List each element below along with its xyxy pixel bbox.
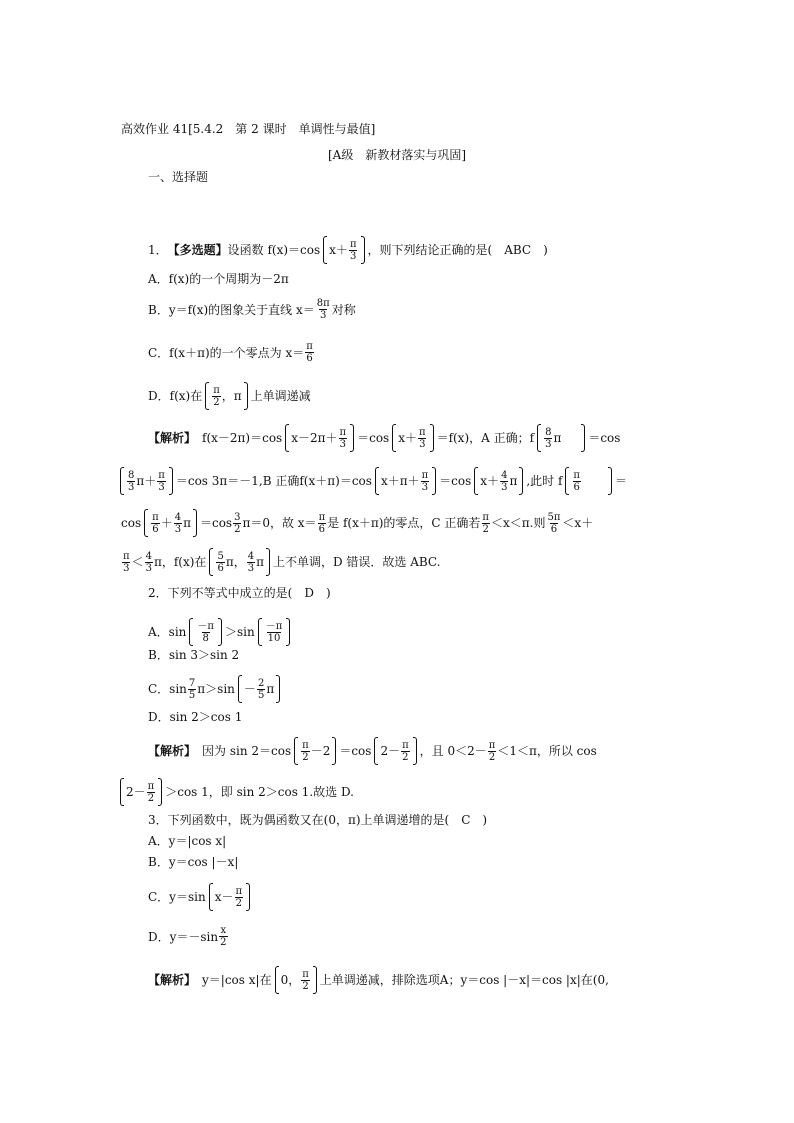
paren-bracket <box>266 548 270 576</box>
q1-option-b: B．y＝f(x)的图象关于直线 x＝ $\frac{8\pi}{3}$ 对称 <box>148 298 356 321</box>
q2-option-b: B．sin 3＞sin 2 <box>148 648 240 662</box>
paren-bracket <box>286 618 290 646</box>
fraction: $\frac{\pi}{2}$ <box>147 780 155 804</box>
paren-bracket <box>246 883 250 911</box>
q2-option-d: D．sin 2＞cos 1 <box>148 710 243 724</box>
q2-analysis-line-1: 【解析】 因为 sin 2＝cos $\frac{\pi}{2}$ －2 ＝cos 2－ $\frac{\pi}{2}$ ，且 0＜2－ $\frac{\pi}{2}$ ＜1＜π，所以 cos <box>148 737 597 765</box>
fraction: $\frac{\pi}{2}$ <box>213 384 220 408</box>
q2-option-a: A．sin $\frac{-\pi}{8}$ ＞sin $\frac{-\pi}{10}$ <box>148 618 293 646</box>
fraction: $\frac{\pi}{6}$ <box>318 511 326 535</box>
fraction: $\frac{\pi}{2}$ <box>235 885 243 909</box>
paren-bracket <box>218 618 222 646</box>
q1-option-c: C．f(x＋π)的一个零点为 x＝ $\frac{\pi}{6}$ <box>148 341 313 364</box>
paren-bracket <box>275 966 279 994</box>
q2-option-c: C．sin $\frac{7}{5}$ π＞sin － $\frac{2}{5}$ π <box>148 675 283 703</box>
paren-bracket <box>258 618 262 646</box>
fraction: $\frac{5\pi}{6}$ <box>547 511 561 535</box>
paren-bracket <box>350 424 354 452</box>
fraction: $\frac{5}{6}$ <box>217 550 224 574</box>
fraction: $\frac{\pi}{6}$ <box>573 469 580 493</box>
paren-bracket <box>361 236 365 264</box>
paren-bracket <box>169 467 173 495</box>
fraction: $\frac{2}{5}$ <box>257 677 265 701</box>
fraction: $\frac{\pi}{3}$ <box>349 238 357 262</box>
level-heading: [A级 新教材落实与巩固] <box>328 148 467 162</box>
paren-bracket <box>189 618 193 646</box>
paren-bracket <box>519 467 523 495</box>
fraction: $\frac{8}{3}$ <box>545 426 552 450</box>
paren-bracket <box>244 382 248 410</box>
paren-bracket <box>120 778 124 806</box>
paren-bracket <box>205 382 209 410</box>
q2-stem: 2．下列不等式中成立的是( D ) <box>148 586 331 600</box>
q3-analysis-line-1: 【解析】 y＝|cos x|在 0， $\frac{\pi}{2}$ 上单调递减，排除选项A；y＝cos |－x|＝cos |x|在(0, <box>148 966 609 994</box>
fraction: $\frac{\pi}{2}$ <box>482 511 489 535</box>
fraction: $\frac{8}{3}$ <box>128 469 135 493</box>
q3-option-b: B．y＝cos |－x| <box>148 855 239 869</box>
fraction: $\frac{\pi}{3}$ <box>339 426 347 450</box>
paren-bracket <box>432 467 436 495</box>
paren-bracket <box>158 778 162 806</box>
paren-bracket <box>565 467 569 495</box>
q3-option-c: C．y＝sin x－ $\frac{\pi}{2}$ <box>148 883 253 911</box>
paren-bracket <box>209 548 213 576</box>
q1-analysis-line-3: cos $\frac{\pi}{6}$ ＋ $\frac{4}{3}$ π ＝cos $\frac{3}{2}$ π＝0，故 x＝ $\frac{\pi}{6}$ 是 f(x＋π)的零点，C 正确若 $\frac{\pi}{2}$ ＜x＜π.则 $\frac{5\pi}{6}$ ＜x＋ <box>121 509 593 537</box>
paren-bracket <box>120 467 124 495</box>
fraction: $\frac{3}{2}$ <box>234 511 241 535</box>
fraction: $\frac{-\pi}{10}$ <box>265 620 283 644</box>
paren-bracket <box>209 883 213 911</box>
fraction: $\frac{4}{3}$ <box>145 550 152 574</box>
fraction: $\frac{-\pi}{8}$ <box>197 620 214 644</box>
q1-analysis-line-4: $\frac{\pi}{3}$ ＜ $\frac{4}{3}$ π，f(x)在 $\frac{5}{6}$ π， $\frac{4}{3}$ π 上不单调，D 错误．故选 ABC. <box>121 548 441 576</box>
fraction: $\frac{4}{3}$ <box>501 469 508 493</box>
paren-bracket <box>537 424 541 452</box>
paren-bracket <box>374 737 378 765</box>
q2-analysis-line-2: 2－ $\frac{\pi}{2}$ ＞cos 1，即 sin 2＞cos 1.故选 D. <box>117 778 354 806</box>
paren-bracket <box>581 424 585 452</box>
paren-bracket <box>474 467 478 495</box>
paren-bracket <box>608 467 612 495</box>
fraction: $\frac{x}{2}$ <box>220 925 227 948</box>
fraction: $\frac{\pi}{2}$ <box>302 739 309 763</box>
q3-option-d: D．y＝－sin $\frac{x}{2}$ <box>148 925 227 948</box>
fraction: $\frac{\pi}{3}$ <box>421 469 429 493</box>
fraction: $\frac{\pi}{6}$ <box>152 511 159 535</box>
fraction: $\frac{\pi}{3}$ <box>418 426 426 450</box>
paren-bracket <box>193 509 197 537</box>
fraction: $\frac{7}{5}$ <box>188 677 196 701</box>
paren-bracket <box>392 424 396 452</box>
fraction: $\frac{4}{3}$ <box>174 511 182 535</box>
fraction: $\frac{\pi}{3}$ <box>123 550 130 574</box>
fraction: $\frac{\pi}{2}$ <box>402 739 409 763</box>
q1-option-d: D．f(x)在 $\frac{\pi}{2}$ ，π 上单调递减 <box>148 382 311 410</box>
fraction: $\frac{\pi}{2}$ <box>302 968 309 992</box>
q1-option-a: A．f(x)的一个周期为－2π <box>148 272 289 286</box>
paren-bracket <box>332 737 336 765</box>
q1-analysis-line-1: 【解析】 f(x－2π)＝cos x－2π＋ $\frac{\pi}{3}$ ＝cos x＋ $\frac{\pi}{3}$ ＝f(x)，A 正确；f $\frac{8}{3}$ π ＝cos <box>148 424 620 452</box>
paren-bracket <box>238 675 242 703</box>
fraction: $\frac{4}{3}$ <box>247 550 255 574</box>
fraction: $\frac{\pi}{6}$ <box>306 341 313 364</box>
section-heading: 一、选择题 <box>148 170 209 184</box>
q1-analysis-line-2: $\frac{8}{3}$ π＋ $\frac{\pi}{3}$ ＝cos 3π＝－1,B 正确f(x＋π)＝cos x＋π＋ $\frac{\pi}{3}$ ＝cos x＋ $\frac{4}{3}$ π ,此时 f $\frac{\pi}{6}$ ＝ <box>117 467 627 495</box>
paren-bracket <box>375 467 379 495</box>
paren-bracket <box>285 424 289 452</box>
q3-stem: 3．下列函数中，既为偶函数又在(0，π)上单调递增的是( C ) <box>148 813 488 827</box>
q1-stem: 1． 【多选题】 设函数 f(x)＝cos x＋ $\frac{\pi}{3}$ ，则下列结论正确的是( ABC ) <box>148 236 548 264</box>
paren-bracket <box>313 966 317 994</box>
fraction: $\frac{\pi}{3}$ <box>158 469 165 493</box>
paren-bracket <box>430 424 434 452</box>
paren-bracket <box>323 236 327 264</box>
paren-bracket <box>294 737 298 765</box>
page-title: 高效作业 41[5.4.2 第 2 课时 单调性与最值] <box>121 122 376 136</box>
paren-bracket <box>276 675 280 703</box>
q3-option-a: A．y＝|cos x| <box>148 834 227 848</box>
paren-bracket <box>413 737 417 765</box>
fraction: $\frac{\pi}{2}$ <box>488 739 496 763</box>
fraction: $\frac{8\pi}{3}$ <box>316 298 330 321</box>
paren-bracket <box>144 509 148 537</box>
